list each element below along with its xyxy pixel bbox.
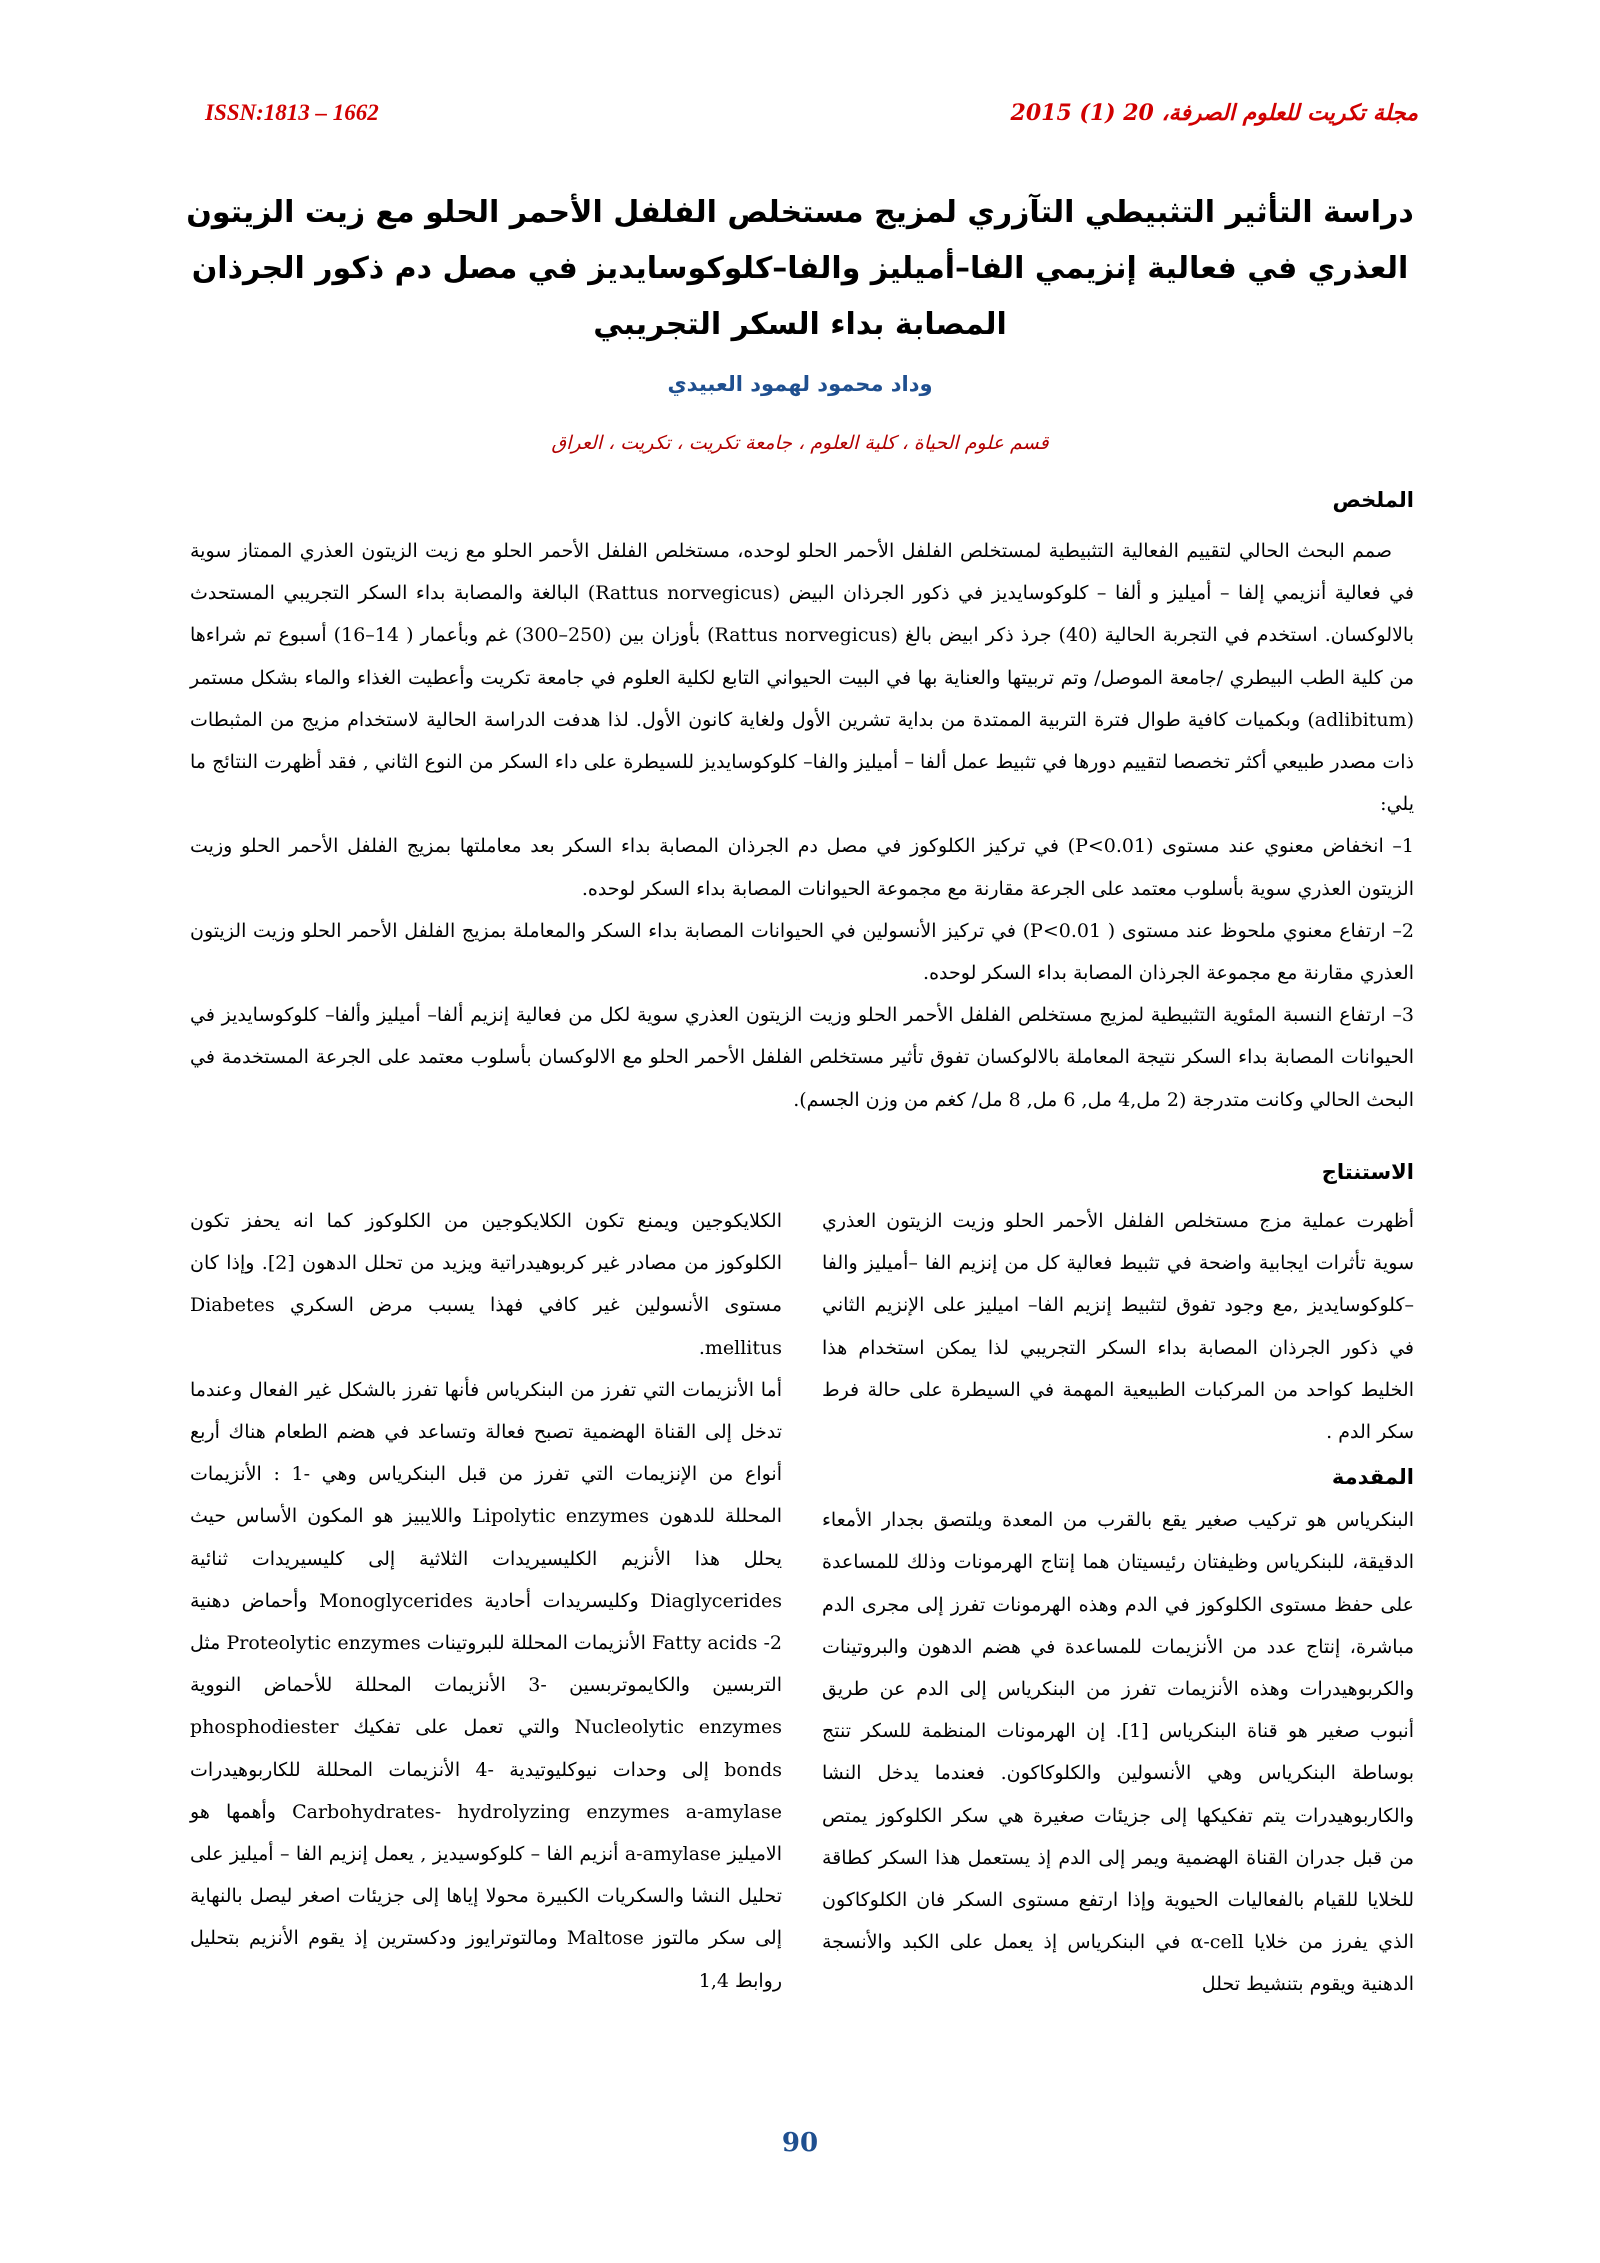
left-column-paragraph: أما الأنزيمات التي تفرز من البنكرياس فأنها تفرز بالشكل غير الفعال وعندما تدخل إلى القناة الهضمية تصبح فعالة وتساعد في هضم الطعام هناك أربع أنواع من الإنزيمات التي تفرز من قبل البنكرياس وهي -1 : الأنزيمات المحللة للدهون Lipolytic enzymes واللايبيز هو المكون الأساس حيث يحلل هذا الأنزيم الكليسيريدات الثلاثية إلى كليسيريدات ثنائية Diaglycerides وكليسريدات أحادية Monoglycerides وأحماض دهنية Fatty acids -2 الأنزيمات المحللة للبروتينات Proteolytic enzymes مثل التربسين والكايموتربسين -3 الأنزيمات المحللة للأحماض النووية Nucleolytic enzymes والتي تعمل على تفكيك phosphodiester bonds إلى وحدات نيوكليوتيدية -4 الأنزيمات المحللة للكاربوهيدرات Carbohydrates- hydrolyzing enzymes a-amylase وأهمها هو الاميليز a-amylase أنزيم الفا – كلوكوسيديز , يعمل إنزيم الفا – أميليز على تحليل النشا والسكريات الكبيرة محولا إياها إلى جزيئات اصغر ليصل بالنهاية إلى سكر مالتوز Maltose ومالتوترايوز ودكسترين إذ يقوم الأنزيم بتحليل روابط 1,4: [190, 1378, 783, 1992]
abstract-body: [190, 530, 1414, 1121]
introduction-text: البنكرياس هو تركيب صغير يقع بالقرب من المعدة ويلتصق بجدار الأمعاء الدقيقة، للبنكرياس وظيفتان رئيسيتان هما إنتاج الهرمونات وذلك للمساعدة على حفظ مستوى الكلوكوز في الدم وهذه الهرمونات تفرز إلى مجرى الدم مباشرة، إنتاج عدد من الأنزيمات للمساعدة في هضم الدهون والبروتينات والكربوهيدرات وهذه الأنزيمات تفرز من البنكرياس إلى الدم عن طريق أنبوب صغير هو قناة البنكرياس [1]. إن الهرمونات المنظمة للسكر تنتج بوساطة البنكرياس وهي الأنسولين والكلوكاكون. فعندما يدخل النشا والكاربوهيدرات يتم تفكيكها إلى جزيئات صغيرة هي سكر الكلوكوز يمتص من قبل جدران القناة الهضمية ويمر إلى الدم إذ يستعمل هذا السكر كطاقة للخلايا للقيام بالفعاليات الحيوية وإذا ارتفع مستوى السكر فان الكلوكاكون الذي يفرز من خلايا α-cell في البنكرياس إذ يعمل على الكبد والأنسجة الدهنية ويقوم بتنشيط تحلل: [822, 1509, 1414, 1996]
left-column: [190, 1200, 782, 2002]
abstract-result-3: 3– ارتفاع النسبة المئوية التثبيطية لمزيج مستخلص الفلفل الأحمر الحلو وزيت الزيتون العذري سوية لكل من فعالية إنزيم ألفا– أميليز وألفا– كلوكوسايديز في الحيوانات المصابة بداء السكر نتيجة المعاملة بالالوكسان تفوق تأثير مستخلص الفلفل الأحمر الحلو مع الالوكسان بأسلوب معتمد على الجرعة المستخدمة في البحث الحالي وكانت متدرجة (2 مل,4 مل, 6 مل, 8 مل/ كغم من وزن الجسم).: [190, 1004, 1414, 1111]
conclusion-heading: الاستنتاج: [1321, 1160, 1414, 1184]
abstract-result-2: 2– ارتفاع معنوي ملحوظ عند مستوى ( P<0.01) في تركيز الأنسولين في الحيوانات المصابة بداء السكر والمعاملة بمزيج الفلفل الأحمر الحلو وزيت الزيتون العذري مقارنة مع مجموعة الجرذان المصابة بداء السكر لوحده.: [190, 919, 1414, 985]
page-number: 90: [781, 2128, 819, 2158]
issn-label: ISSN:1813 – 1662: [205, 100, 379, 125]
author-affiliation: قسم علوم الحياة ، كلية العلوم ، جامعة تكريت ، تكريت ، العراق: [551, 432, 1049, 454]
abstract-heading: الملخص: [1332, 488, 1414, 512]
left-column-paragraph: الكلايكوجين ويمنع تكون الكلايكوجين من الكلوكوز كما انه يحفز تكون الكلوكوز من مصادر غير كربوهيدراتية ويزيد من تحلل الدهون [2]. وإذا كان مستوى الأنسولين غير كافي فهذا يسبب مرض السكري Diabetes mellitus.: [190, 1210, 782, 1359]
introduction-heading: المقدمة: [1331, 1465, 1414, 1490]
author-name: وداد محمود لهمود العبيدي: [667, 372, 933, 396]
paper-title: دراسة التأثير التثبيطي التآزري لمزيج مستخلص الفلفل الأحمر الحلو مع زيت الزيتون العذري في فعالية إنزيمي الفا–أميليز والفا–كلوكوسايديز في مصل دم ذكور الجرذان المصابة بداء السكر التجريبي: [186, 195, 1414, 342]
abstract-result-1: 1– انخفاض معنوي عند مستوى (P<0.01) في تركيز الكلوكوز في مصل دم الجرذان المصابة بداء السكر بعد معاملتها بمزيج الفلفل الأحمر الحلو وزيت الزيتون العذري سوية بأسلوب معتمد على الجرعة مقارنة مع مجموعة الحيوانات المصابة بداء السكر لوحده.: [190, 835, 1415, 900]
right-column: [822, 1200, 1414, 2006]
conclusion-text: أظهرت عملية مزج مستخلص الفلفل الأحمر الحلو وزيت الزيتون العذري سوية تأثرات ايجابية واضحة في تثبيط فعالية كل من إنزيم الفا –أميليز والفا –كلوكوسايديز ,مع وجود تفوق لتثبيط إنزيم الفا– اميليز على الإنزيم الثاني في ذكور الجرذان المصابة بداء السكر التجريبي لذا يمكن استخدام هذا الخليط كواحد من المركبات الطبيعية المهمة في السيطرة على حالة فرط سكر الدم .: [822, 1210, 1414, 1444]
journal-citation: مجلة تكريت للعلوم الصرفة، 20 (1) 2015: [1010, 100, 1418, 126]
abstract-paragraph: صمم البحث الحالي لتقييم الفعالية التثبيطية لمستخلص الفلفل الأحمر الحلو لوحده، مستخلص الفلفل الأحمر الحلو مع زيت الزيتون العذري الممتاز سوية في فعالية أنزيمي إلفا – أميليز و ألفا – كلوكوسايديز في ذكور الجرذان البيض (Rattus norvegicus) البالغة والمصابة بداء السكر التجريبي المستحدث بالالوكسان. استخدم في التجربة الحالية (40) جرذ ذكر ابيض بالغ (Rattus norvegicus) بأوزان بين (250–300) غم وبأعمار ( 14–16) أسبوع تم شراءها من كلية الطب البيطري /جامعة الموصل/ وتم تربيتها والعناية بها في البيت الحيواني التابع لكلية العلوم في جامعة تكريت وأعطيت الغذاء والماء بشكل مستمر (adlibitum) وبكميات كافية طوال فترة التربية الممتدة من بداية تشرين الأول ولغاية كانون الأول. لذا هدفت الدراسة الحالية لاستخدام مزيج من المثبطات ذات مصدر طبيعي أكثر تخصصا لتقييم دورها في تثبيط عمل ألفا – أميليز والفا– كلوكوسايديز للسيطرة على داء السكر من النوع الثاني , فقد أظهرت النتائج ما يلي:: [190, 540, 1414, 816]
